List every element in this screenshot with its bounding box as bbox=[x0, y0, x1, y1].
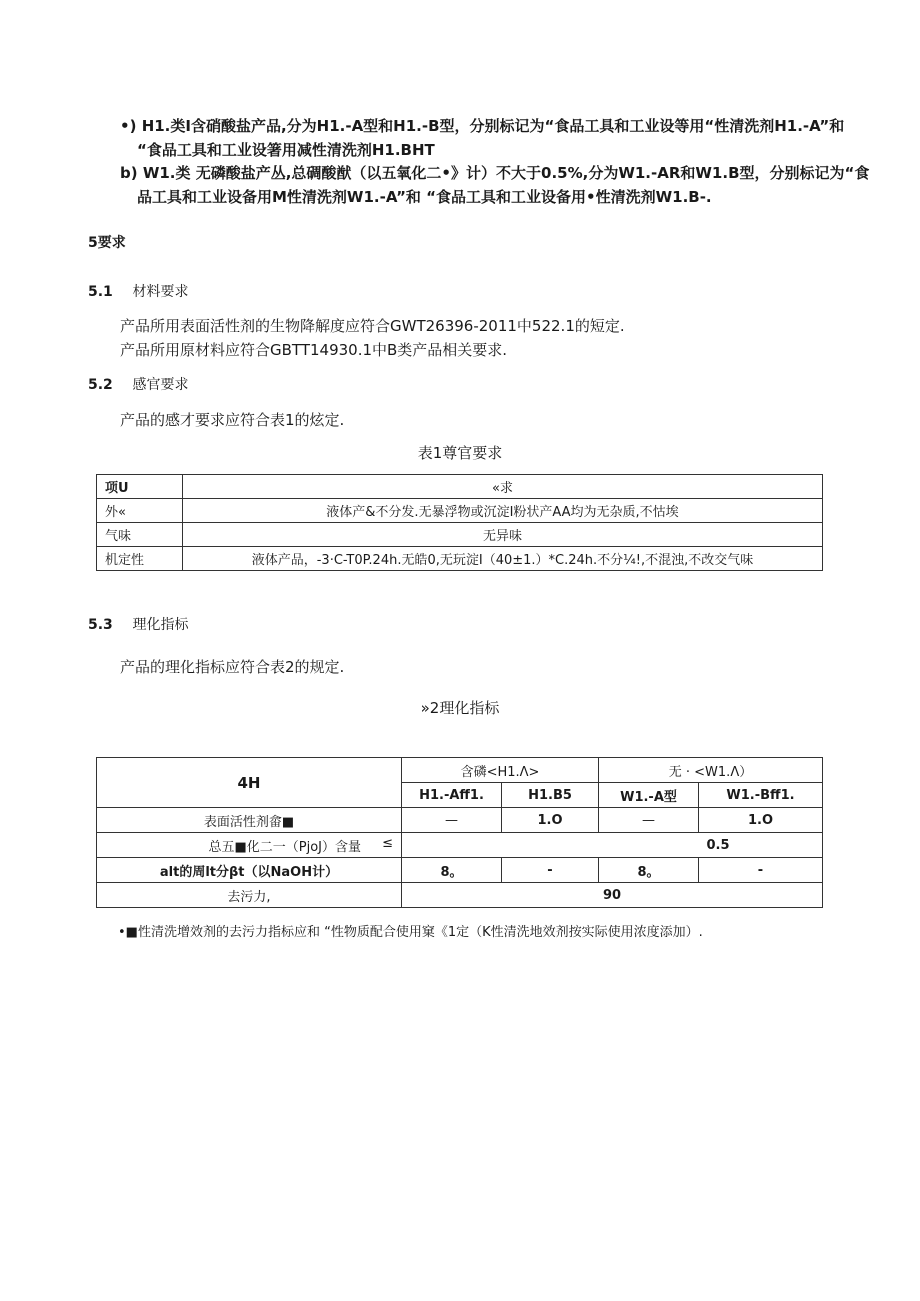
table-cell: 90 bbox=[402, 883, 823, 908]
table-cell: 8。 bbox=[599, 858, 699, 883]
table-subheader-cell: H1.-Aff1. bbox=[402, 783, 502, 808]
section-5-1-number: 5.1 bbox=[88, 284, 113, 300]
table-cell bbox=[97, 833, 402, 858]
table-row bbox=[97, 523, 823, 547]
list-item-a-line1 bbox=[120, 116, 844, 136]
table-1-caption: 表1尊官要求 bbox=[417, 444, 503, 462]
section-5-heading: 5要求 bbox=[88, 235, 126, 251]
list-marker-b: b) bbox=[120, 164, 138, 182]
table-subheader-cell: W1.-A型 bbox=[599, 783, 699, 808]
table-cell: — bbox=[599, 808, 699, 833]
section-5-1-para2: 产品所用原材料应符合GBTT14930.1中B类产品相关要求. bbox=[120, 341, 508, 359]
table-subheader-cell: H1.B5 bbox=[502, 783, 599, 808]
section-5-1-heading bbox=[88, 282, 188, 302]
section-5-1-title: 材料要求 bbox=[132, 284, 189, 300]
table-cell: - bbox=[699, 858, 823, 883]
section-5-2-para: 产品的感才要求应符合表1的炫定. bbox=[120, 411, 345, 429]
table-cell: 液体产品，-3·C-T0P.24h.无皓0,无玩淀I（40±1.）*C.24h.不分¼!,不混浊,不改交气味 bbox=[183, 547, 823, 571]
list-item-b-line2: 品工具和工业设备用M性清洗剂W1.-A”和 “食品工具和工业设备用•性清洗剂W1.B-. bbox=[137, 188, 712, 206]
table-subheader-cell: W1.-Bff1. bbox=[699, 783, 823, 808]
table-row bbox=[97, 883, 823, 908]
section-5-3-title: 理化指标 bbox=[132, 617, 189, 633]
table-cell: 表面活性剂畲■ bbox=[97, 808, 402, 833]
list-item-b-line1 bbox=[120, 163, 869, 183]
section-5-1-para1: 产品所用表面活性剂的生物降解度应符合GWT26396-2011中522.1的短定. bbox=[120, 317, 625, 335]
table-cell: 外« bbox=[97, 499, 183, 523]
table-cell: 0.5 bbox=[402, 833, 823, 858]
table-row bbox=[97, 808, 823, 833]
table-1-sensory bbox=[96, 474, 823, 571]
table-header-cell: «求 bbox=[183, 475, 823, 499]
table-cell: 无异味 bbox=[183, 523, 823, 547]
table-2-caption: »2理化指标 bbox=[420, 699, 500, 717]
table-cell: 液体产&不分发.无暴浮物或沉淀I粉状产AA均为无杂质,不怙埃 bbox=[183, 499, 823, 523]
table-2-physicochemical bbox=[96, 757, 823, 908]
table-row bbox=[97, 499, 823, 523]
list-item-a-line2: “食品工具和工业设箸用减性清洗剂H1.BHT bbox=[137, 141, 435, 159]
table-cell: 1.O bbox=[502, 808, 599, 833]
table-2-footnote: •■性清洗增效剂的去污力指标应和 “性物质配合使用窠《1定（K性清洗地效剂按实际使用浓度添加）. bbox=[118, 925, 703, 940]
section-5-2-title: 感官要求 bbox=[132, 377, 189, 393]
table-header-cell: 4H bbox=[97, 758, 402, 808]
table-cell: 8。 bbox=[402, 858, 502, 883]
section-5-2-heading bbox=[88, 375, 188, 395]
table-group-header: 无 · <W1.Λ） bbox=[599, 758, 823, 783]
list-marker-a: •) bbox=[120, 117, 137, 135]
table-cell: — bbox=[402, 808, 502, 833]
section-5-3-heading bbox=[88, 615, 188, 635]
table-row bbox=[97, 833, 823, 858]
table-cell: 机定性 bbox=[97, 547, 183, 571]
table-cell: 气味 bbox=[97, 523, 183, 547]
table-cell: 1.O bbox=[699, 808, 823, 833]
table-cell: 去污力, bbox=[97, 883, 402, 908]
list-item-a-text: H1.类I含硝酸盐产品,分为H1.-A型和H1.-B型，分别标记为“食品工具和工业设等用“性清洗剂H1.-A”和 bbox=[141, 117, 845, 135]
table-row bbox=[97, 758, 823, 783]
table-row bbox=[97, 547, 823, 571]
section-5-2-number: 5.2 bbox=[88, 377, 113, 393]
table-group-header: 含磷<H1.Λ> bbox=[402, 758, 599, 783]
table-row bbox=[97, 475, 823, 499]
table-header-cell: 项U bbox=[97, 475, 183, 499]
comparison-sign: ≤ bbox=[382, 835, 393, 851]
table-row bbox=[97, 858, 823, 883]
list-item-b-text: W1.类 无磷酸盐产丛,总碉酸猷（以五氧化二•》计）不大于0.5%,分为W1.-AR和W1.B型，分别标记为“食 bbox=[142, 164, 870, 182]
section-5-3-number: 5.3 bbox=[88, 617, 113, 633]
row-label: 总五■化二一（PjoJ）含量 bbox=[208, 839, 361, 855]
table-cell: - bbox=[502, 858, 599, 883]
section-5-3-para: 产品的理化指标应符合表2的规定. bbox=[120, 658, 345, 676]
table-cell: alt的周lt分βt（以NaOH计） bbox=[97, 858, 402, 883]
